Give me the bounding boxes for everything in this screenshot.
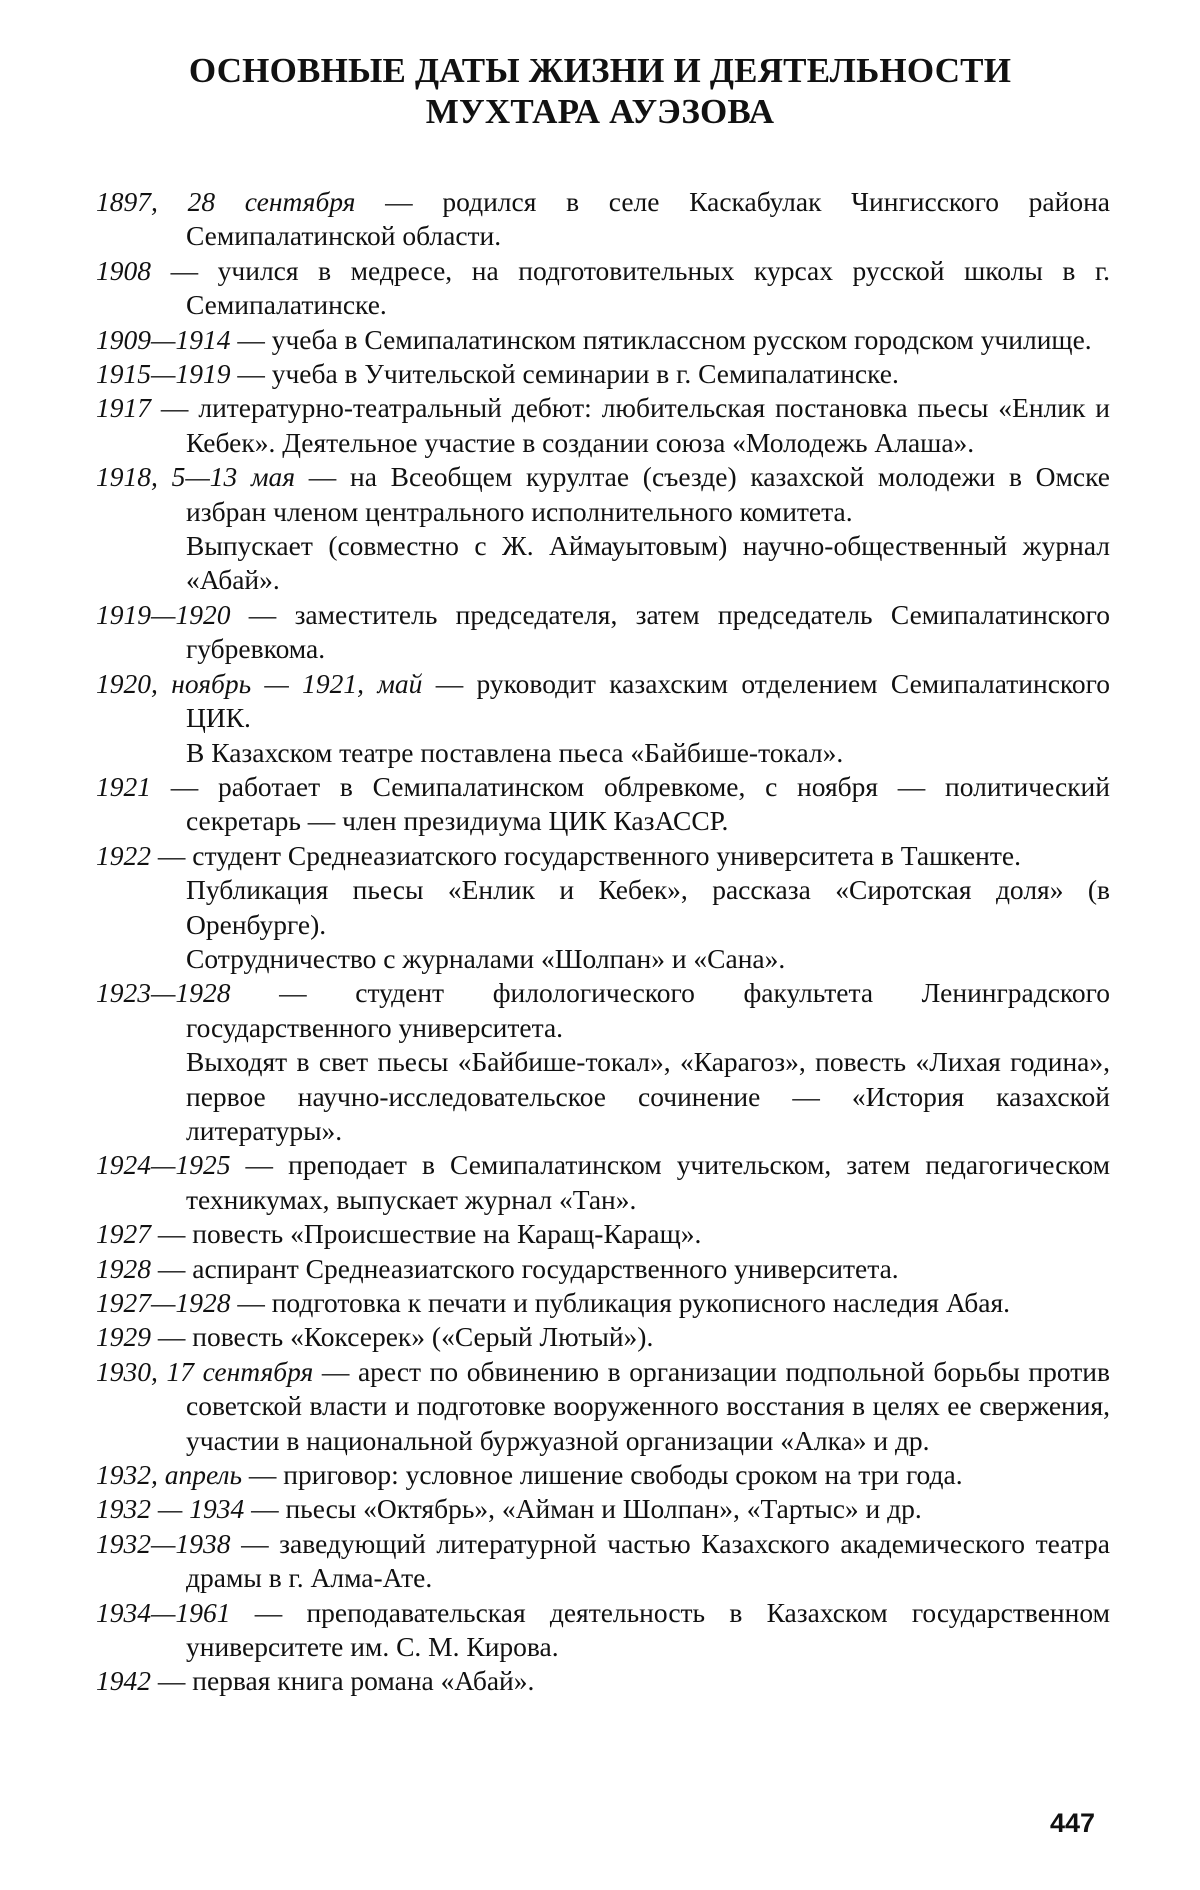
chronology-entry-paragraph: В Казахском театре поставлена пьеса «Байбише-токал». <box>96 736 1110 770</box>
entry-text: — на Всеобщем курултае (съезде) казахской молодежи в Омске избран членом центрального исполнительного комитета. <box>186 461 1110 526</box>
document-page <box>0 0 1200 1890</box>
entry-date: 1928 <box>96 1253 151 1284</box>
entry-date: 1932 — 1934 <box>96 1493 244 1524</box>
chronology-entry <box>96 254 1110 323</box>
chronology-entry <box>96 185 1110 254</box>
chronology-entry-paragraph: Выходят в свет пьесы «Байбише-токал», «Карагоз», повесть «Лихая година», первое научно-исследовательское сочинение — «История казахской литературы». <box>96 1045 1110 1148</box>
entry-text: — аспирант Среднеазиатского государственного университета. <box>151 1253 899 1284</box>
entry-date: 1908 <box>96 255 151 286</box>
entry-date: 1927—1928 <box>96 1287 230 1318</box>
entry-date: 1934—1961 <box>96 1597 230 1628</box>
chronology-entry <box>96 1355 1110 1458</box>
page-number: 447 <box>1050 1808 1095 1839</box>
entry-date: 1929 <box>96 1321 151 1352</box>
chronology-entry <box>96 770 1110 839</box>
chronology-entry <box>96 1217 1110 1251</box>
entry-date: 1923—1928 <box>96 977 230 1008</box>
chronology-entry <box>96 976 1110 1045</box>
chronology-entry <box>96 1286 1110 1320</box>
entry-date: 1918, 5—13 мая <box>96 461 295 492</box>
entry-text: — студент Среднеазиатского государственного университета в Ташкенте. <box>151 840 1021 871</box>
entry-text: — заведующий литературной частью Казахского академического театра драмы в г. Алма-Ате. <box>186 1528 1110 1593</box>
entry-date: 1930, 17 сентября <box>96 1356 313 1387</box>
chronology-entry <box>96 1527 1110 1596</box>
chronology-entry <box>96 391 1110 460</box>
chronology-entry <box>96 460 1110 529</box>
entry-text: — преподавательская деятельность в Казахском государственном университете им. С. М. Кирова. <box>186 1597 1110 1662</box>
chronology-entry <box>96 1252 1110 1286</box>
chronology-entry-paragraph: Выпускает (совместно с Ж. Аймауытовым) научно-общественный журнал «Абай». <box>96 529 1110 598</box>
chronology-entry-paragraph: Сотрудничество с журналами «Шолпан» и «Сана». <box>96 942 1110 976</box>
chronology-entry <box>96 598 1110 667</box>
entry-text: — учился в медресе, на подготовительных курсах русской школы в г. Семипалатинске. <box>151 255 1110 320</box>
chronology-entry <box>96 1320 1110 1354</box>
chronology-entry <box>96 1596 1110 1665</box>
chronology-entry <box>96 1492 1110 1526</box>
entry-text: — приговор: условное лишение свободы сроком на три года. <box>242 1459 963 1490</box>
entry-date: 1922 <box>96 840 151 871</box>
entry-text: — учеба в Семипалатинском пятиклассном русском городском училище. <box>230 324 1091 355</box>
entry-text: — пьесы «Октябрь», «Айман и Шолпан», «Тартыс» и др. <box>244 1493 922 1524</box>
entry-text: — литературно-театральный дебют: любительская постановка пьесы «Енлик и Кебек». Деятельное участие в создании союза «Молодежь Алаша». <box>151 392 1110 457</box>
entry-date: 1909—1914 <box>96 324 230 355</box>
entry-text: — повесть «Коксерек» («Серый Лютый»). <box>151 1321 653 1352</box>
entry-date: 1921 <box>96 771 151 802</box>
entry-text: — подготовка к печати и публикация рукописного наследия Абая. <box>230 1287 1010 1318</box>
entry-text: — первая книга романа «Абай». <box>151 1665 534 1696</box>
chronology-entry <box>96 667 1110 736</box>
chronology-entry <box>96 1148 1110 1217</box>
entry-text: — учеба в Учительской семинарии в г. Семипалатинске. <box>230 358 898 389</box>
entry-date: 1932, апрель <box>96 1459 242 1490</box>
chronology-entry <box>96 839 1110 873</box>
chronology-entry <box>96 323 1110 357</box>
entry-date: 1897, 28 сентября <box>96 186 355 217</box>
entry-date: 1919—1920 <box>96 599 230 630</box>
entry-text: — родился в селе Каскабулак Чингисского района Семипалатинской области. <box>186 186 1110 251</box>
chronology-entry-paragraph: Публикация пьесы «Енлик и Кебек», рассказа «Сиротская доля» (в Оренбурге). <box>96 873 1110 942</box>
entry-date: 1924—1925 <box>96 1149 230 1180</box>
entry-date: 1917 <box>96 392 151 423</box>
entry-text: — преподает в Семипалатинском учительском, затем педагогическом техникумах, выпускает журнал «Тан». <box>186 1149 1110 1214</box>
chronology-entry <box>96 1664 1110 1698</box>
chronology-list <box>96 185 1110 1699</box>
entry-text: — студент филологического факультета Ленинградского государственного университета. <box>186 977 1110 1042</box>
entry-text: — арест по обвинению в организации подпольной борьбы против советской власти и подготовке вооруженного восстания в целях ее свержения, участии в национальной буржуазной организации «Алка» и др. <box>186 1356 1110 1456</box>
entry-text: — работает в Семипалатинском облревкоме, с ноября — политический секретарь — член президиума ЦИК КазАССР. <box>151 771 1110 836</box>
chronology-entry <box>96 1458 1110 1492</box>
entry-text: — повесть «Происшествие на Каращ-Каращ». <box>151 1218 701 1249</box>
entry-date: 1932—1938 <box>96 1528 230 1559</box>
page-title <box>0 50 1200 132</box>
chronology-entry <box>96 357 1110 391</box>
entry-date: 1915—1919 <box>96 358 230 389</box>
title-line-2: МУХТАРА АУЭЗОВА <box>0 91 1200 132</box>
title-line-1: ОСНОВНЫЕ ДАТЫ ЖИЗНИ И ДЕЯТЕЛЬНОСТИ <box>0 50 1200 91</box>
entry-text: — руководит казахским отделением Семипалатинского ЦИК. <box>186 668 1110 733</box>
entry-date: 1927 <box>96 1218 151 1249</box>
entry-text: — заместитель председателя, затем председатель Семипалатинского губревкома. <box>186 599 1110 664</box>
entry-date: 1920, ноябрь — 1921, май <box>96 668 422 699</box>
entry-date: 1942 <box>96 1665 151 1696</box>
